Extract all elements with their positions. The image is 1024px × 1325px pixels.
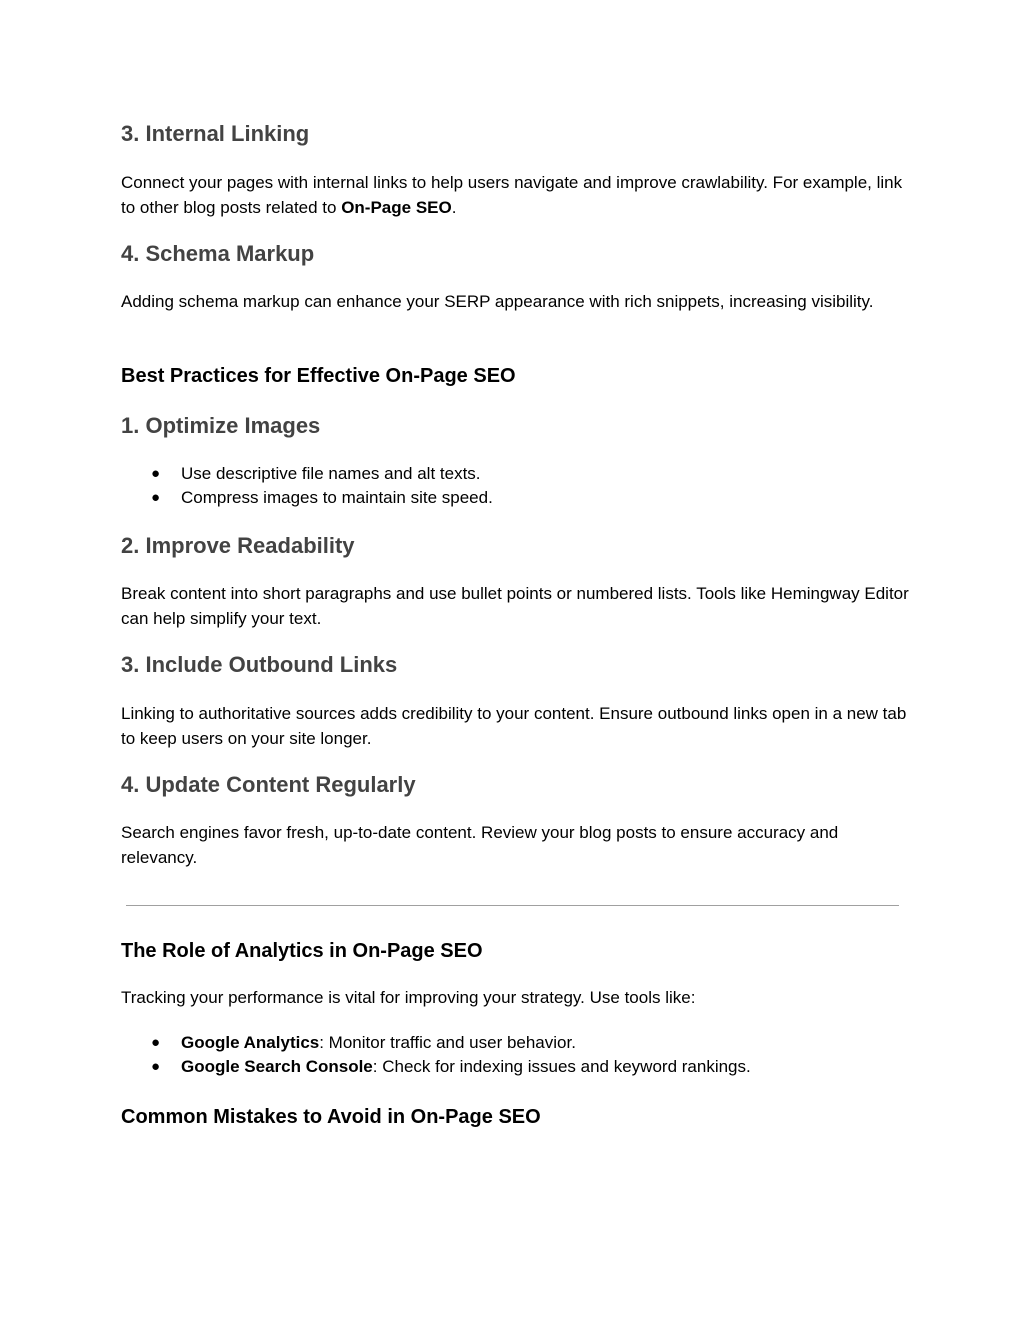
bullet-icon: ● <box>151 465 161 482</box>
paragraph-text: Connect your pages with internal links to help users navigate and improve crawlability. For example, link to other blog posts related to <box>121 173 903 217</box>
heading-schema-markup: 4. Schema Markup <box>121 241 315 266</box>
list-item-bold: Google Search Console <box>181 1057 373 1076</box>
list-item <box>181 1055 751 1079</box>
paragraph-outbound-links: Linking to authoritative sources adds credibility to your content. Ensure outbound links open in a new tab to keep users on your site longer. <box>121 704 907 748</box>
heading-outbound-links: 3. Include Outbound Links <box>121 652 398 677</box>
bold-on-page-seo: On-Page SEO <box>341 197 452 217</box>
heading-improve-readability: 2. Improve Readability <box>121 533 355 558</box>
heading-role-of-analytics: The Role of Analytics in On-Page SEO <box>121 940 483 962</box>
horizontal-divider <box>126 905 899 906</box>
paragraph-analytics: Tracking your performance is vital for improving your strategy. Use tools like: <box>121 988 696 1007</box>
list-item: Compress images to maintain site speed. <box>181 488 493 507</box>
list-item-bold: Google Analytics <box>181 1033 320 1052</box>
heading-optimize-images: 1. Optimize Images <box>121 413 321 438</box>
bullet-icon: ● <box>151 1034 161 1051</box>
list-item-text: : Check for indexing issues and keyword rankings. <box>372 1057 751 1076</box>
list-item: Use descriptive file names and alt texts. <box>181 464 481 483</box>
heading-update-content: 4. Update Content Regularly <box>121 772 416 797</box>
heading-internal-linking: 3. Internal Linking <box>121 121 310 146</box>
paragraph-internal-linking <box>121 171 911 220</box>
heading-best-practices: Best Practices for Effective On-Page SEO <box>121 365 516 387</box>
list-item <box>181 1031 576 1055</box>
list-item-text: : Monitor traffic and user behavior. <box>319 1033 576 1052</box>
paragraph-improve-readability: Break content into short paragraphs and use bullet points or numbered lists. Tools like Hemingway Editor can help simplify your text. <box>121 584 909 628</box>
paragraph-update-content: Search engines favor fresh, up-to-date content. Review your blog posts to ensure accuracy and relevancy. <box>121 823 839 867</box>
heading-common-mistakes: Common Mistakes to Avoid in On-Page SEO <box>121 1106 541 1128</box>
bullet-icon: ● <box>151 489 161 506</box>
bullet-icon: ● <box>151 1058 161 1075</box>
paragraph-period: . <box>451 197 457 217</box>
paragraph-schema-markup: Adding schema markup can enhance your SERP appearance with rich snippets, increasing visibility. <box>121 292 874 311</box>
